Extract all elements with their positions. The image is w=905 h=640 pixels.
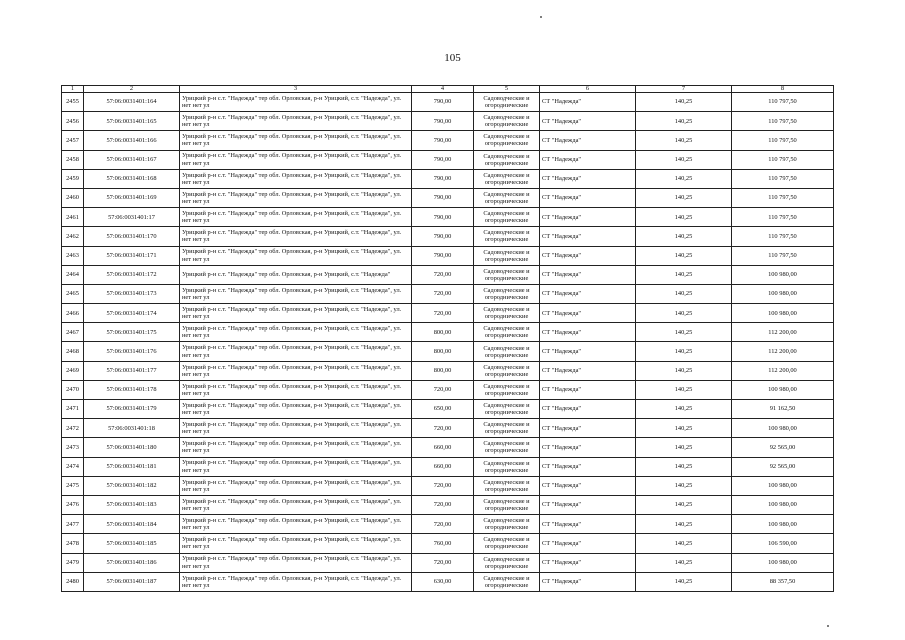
header-cell-2: 2 xyxy=(84,86,180,93)
table-row xyxy=(62,515,834,534)
address-cell: Урицкий р-н с.т. "Надежда" тер обл. Орловская, р-н Урицкий, с.т. "Надежда", ул. нет нет ул xyxy=(180,495,412,514)
value-cell: 110 797,50 xyxy=(732,246,834,265)
address-cell: Урицкий р-н с.т. "Надежда" тер обл. Орловская, р-н Урицкий, с.т. "Надежда", ул. нет нет ул xyxy=(180,457,412,476)
rate-cell: 140,25 xyxy=(636,457,732,476)
organization-cell: СТ "Надежда" xyxy=(540,361,636,380)
table-row xyxy=(62,284,834,303)
rate-cell: 140,25 xyxy=(636,361,732,380)
land-use-cell: Садоводческие и огороднические xyxy=(474,188,540,207)
rate-cell: 140,25 xyxy=(636,476,732,495)
area-cell: 630,00 xyxy=(412,572,474,591)
land-use-cell: Садоводческие и огороднические xyxy=(474,323,540,342)
organization-cell: СТ "Надежда" xyxy=(540,342,636,361)
land-use-cell: Садоводческие и огороднические xyxy=(474,93,540,112)
rate-cell: 140,25 xyxy=(636,419,732,438)
area-cell: 650,00 xyxy=(412,400,474,419)
organization-cell: СТ "Надежда" xyxy=(540,246,636,265)
organization-cell: СТ "Надежда" xyxy=(540,572,636,591)
land-use-cell: Садоводческие и огороднические xyxy=(474,131,540,150)
header-cell-1: 1 xyxy=(62,86,84,93)
area-cell: 790,00 xyxy=(412,169,474,188)
land-use-cell: Садоводческие и огороднические xyxy=(474,400,540,419)
row-number-cell: 2467 xyxy=(62,323,84,342)
land-use-cell: Садоводческие и огороднические xyxy=(474,380,540,399)
organization-cell: СТ "Надежда" xyxy=(540,457,636,476)
area-cell: 790,00 xyxy=(412,150,474,169)
address-cell: Урицкий р-н с.т. "Надежда" тер обл. Орловская, р-н Урицкий, с.т. "Надежда", ул. нет нет ул xyxy=(180,476,412,495)
rate-cell: 140,25 xyxy=(636,265,732,284)
land-use-cell: Садоводческие и огороднические xyxy=(474,438,540,457)
row-number-cell: 2458 xyxy=(62,150,84,169)
cadastral-number-cell: 57:06:0031401:168 xyxy=(84,169,180,188)
rate-cell: 140,25 xyxy=(636,572,732,591)
rate-cell: 140,25 xyxy=(636,150,732,169)
address-cell: Урицкий р-н с.т. "Надежда" тер обл. Орловская, р-н Урицкий, с.т. "Надежда", ул. нет нет ул xyxy=(180,131,412,150)
address-cell: Урицкий р-н с.т. "Надежда" тер обл. Орловская, р-н Урицкий, с.т. "Надежда", ул. нет нет ул xyxy=(180,400,412,419)
table-row xyxy=(62,227,834,246)
cadastral-number-cell: 57:06:0031401:176 xyxy=(84,342,180,361)
table-body xyxy=(62,93,834,592)
row-number-cell: 2480 xyxy=(62,572,84,591)
value-cell: 100 980,00 xyxy=(732,419,834,438)
table-row xyxy=(62,438,834,457)
area-cell: 800,00 xyxy=(412,323,474,342)
cadastral-number-cell: 57:06:0031401:17 xyxy=(84,208,180,227)
rate-cell: 140,25 xyxy=(636,400,732,419)
cadastral-number-cell: 57:06:0031401:164 xyxy=(84,93,180,112)
organization-cell: СТ "Надежда" xyxy=(540,188,636,207)
rate-cell: 140,25 xyxy=(636,131,732,150)
land-use-cell: Садоводческие и огороднические xyxy=(474,495,540,514)
value-cell: 100 980,00 xyxy=(732,553,834,572)
organization-cell: СТ "Надежда" xyxy=(540,553,636,572)
cadastral-number-cell: 57:06:0031401:178 xyxy=(84,380,180,399)
table-row xyxy=(62,495,834,514)
address-cell: Урицкий р-н с.т. "Надежда" тер обл. Орловская, р-н Урицкий, с.т. "Надежда", ул. нет нет ул xyxy=(180,246,412,265)
organization-cell: СТ "Надежда" xyxy=(540,476,636,495)
value-cell: 100 980,00 xyxy=(732,495,834,514)
rate-cell: 140,25 xyxy=(636,188,732,207)
cadastral-number-cell: 57:06:0031401:173 xyxy=(84,284,180,303)
rate-cell: 140,25 xyxy=(636,534,732,553)
cadastral-number-cell: 57:06:0031401:185 xyxy=(84,534,180,553)
organization-cell: СТ "Надежда" xyxy=(540,112,636,131)
header-cell-3: 3 xyxy=(180,86,412,93)
cadastral-number-cell: 57:06:0031401:172 xyxy=(84,265,180,284)
row-number-cell: 2463 xyxy=(62,246,84,265)
header-cell-8: 8 xyxy=(732,86,834,93)
table-row xyxy=(62,265,834,284)
address-cell: Урицкий р-н с.т. "Надежда" тер обл. Орловская, р-н Урицкий, с.т. "Надежда" xyxy=(180,265,412,284)
rate-cell: 140,25 xyxy=(636,304,732,323)
organization-cell: СТ "Надежда" xyxy=(540,400,636,419)
cadastral-number-cell: 57:06:0031401:179 xyxy=(84,400,180,419)
land-use-cell: Садоводческие и огороднические xyxy=(474,227,540,246)
area-cell: 720,00 xyxy=(412,380,474,399)
value-cell: 100 980,00 xyxy=(732,304,834,323)
organization-cell: СТ "Надежда" xyxy=(540,169,636,188)
organization-cell: СТ "Надежда" xyxy=(540,208,636,227)
row-number-cell: 2456 xyxy=(62,112,84,131)
address-cell: Урицкий р-н с.т. "Надежда" тер обл. Орловская, р-н Урицкий, с.т. "Надежда", ул. нет нет ул xyxy=(180,284,412,303)
area-cell: 720,00 xyxy=(412,419,474,438)
address-cell: Урицкий р-н с.т. "Надежда" тер обл. Орловская, р-н Урицкий, с.т. "Надежда", ул. нет нет ул xyxy=(180,553,412,572)
land-use-cell: Садоводческие и огороднические xyxy=(474,169,540,188)
address-cell: Урицкий р-н с.т. "Надежда" тер обл. Орловская, р-н Урицкий, с.т. "Надежда", ул. нет нет ул xyxy=(180,169,412,188)
header-cell-5: 5 xyxy=(474,86,540,93)
area-cell: 790,00 xyxy=(412,246,474,265)
organization-cell: СТ "Надежда" xyxy=(540,534,636,553)
table-row xyxy=(62,323,834,342)
rate-cell: 140,25 xyxy=(636,380,732,399)
address-cell: Урицкий р-н с.т. "Надежда" тер обл. Орловская, р-н Урицкий, с.т. "Надежда", ул. нет нет ул xyxy=(180,534,412,553)
organization-cell: СТ "Надежда" xyxy=(540,131,636,150)
table-row xyxy=(62,150,834,169)
organization-cell: СТ "Надежда" xyxy=(540,380,636,399)
land-use-cell: Садоводческие и огороднические xyxy=(474,284,540,303)
land-use-cell: Садоводческие и огороднические xyxy=(474,265,540,284)
cadastral-number-cell: 57:06:0031401:181 xyxy=(84,457,180,476)
area-cell: 800,00 xyxy=(412,361,474,380)
row-number-cell: 2476 xyxy=(62,495,84,514)
area-cell: 720,00 xyxy=(412,476,474,495)
value-cell: 100 980,00 xyxy=(732,515,834,534)
organization-cell: СТ "Надежда" xyxy=(540,495,636,514)
row-number-cell: 2478 xyxy=(62,534,84,553)
cadastral-number-cell: 57:06:0031401:186 xyxy=(84,553,180,572)
table-row xyxy=(62,304,834,323)
address-cell: Урицкий р-н с.т. "Надежда" тер обл. Орловская, р-н Урицкий, с.т. "Надежда", ул. нет нет ул xyxy=(180,93,412,112)
table-row xyxy=(62,112,834,131)
organization-cell: СТ "Надежда" xyxy=(540,323,636,342)
cadastral-number-cell: 57:06:0031401:166 xyxy=(84,131,180,150)
cadastral-number-cell: 57:06:0031401:180 xyxy=(84,438,180,457)
land-use-cell: Садоводческие и огороднические xyxy=(474,515,540,534)
land-use-cell: Садоводческие и огороднические xyxy=(474,342,540,361)
row-number-cell: 2477 xyxy=(62,515,84,534)
row-number-cell: 2469 xyxy=(62,361,84,380)
row-number-cell: 2460 xyxy=(62,188,84,207)
table-row xyxy=(62,572,834,591)
header-row xyxy=(62,86,834,93)
cadastral-number-cell: 57:06:0031401:183 xyxy=(84,495,180,514)
address-cell: Урицкий р-н с.т. "Надежда" тер обл. Орловская, р-н Урицкий, с.т. "Надежда", ул. нет нет ул xyxy=(180,227,412,246)
scan-speck xyxy=(827,625,829,627)
value-cell: 100 980,00 xyxy=(732,284,834,303)
land-use-cell: Садоводческие и огороднические xyxy=(474,304,540,323)
value-cell: 110 797,50 xyxy=(732,188,834,207)
area-cell: 760,00 xyxy=(412,534,474,553)
rate-cell: 140,25 xyxy=(636,495,732,514)
rate-cell: 140,25 xyxy=(636,284,732,303)
organization-cell: СТ "Надежда" xyxy=(540,515,636,534)
row-number-cell: 2474 xyxy=(62,457,84,476)
rate-cell: 140,25 xyxy=(636,553,732,572)
cadastral-number-cell: 57:06:0031401:187 xyxy=(84,572,180,591)
address-cell: Урицкий р-н с.т. "Надежда" тер обл. Орловская, р-н Урицкий, с.т. "Надежда", ул. нет нет ул xyxy=(180,438,412,457)
row-number-cell: 2470 xyxy=(62,380,84,399)
address-cell: Урицкий р-н с.т. "Надежда" тер обл. Орловская, р-н Урицкий, с.т. "Надежда", ул. нет нет ул xyxy=(180,515,412,534)
table-row xyxy=(62,169,834,188)
value-cell: 110 797,50 xyxy=(732,93,834,112)
cadastral-number-cell: 57:06:0031401:175 xyxy=(84,323,180,342)
land-use-cell: Садоводческие и огороднические xyxy=(474,361,540,380)
cadastral-number-cell: 57:06:0031401:167 xyxy=(84,150,180,169)
table-row xyxy=(62,419,834,438)
table-row xyxy=(62,380,834,399)
organization-cell: СТ "Надежда" xyxy=(540,438,636,457)
address-cell: Урицкий р-н с.т. "Надежда" тер обл. Орловская, р-н Урицкий, с.т. "Надежда", ул. нет нет ул xyxy=(180,304,412,323)
area-cell: 720,00 xyxy=(412,553,474,572)
value-cell: 91 162,50 xyxy=(732,400,834,419)
land-use-cell: Садоводческие и огороднические xyxy=(474,553,540,572)
area-cell: 790,00 xyxy=(412,208,474,227)
value-cell: 110 797,50 xyxy=(732,208,834,227)
organization-cell: СТ "Надежда" xyxy=(540,93,636,112)
table-row xyxy=(62,93,834,112)
land-use-cell: Садоводческие и огороднические xyxy=(474,112,540,131)
cadastral-number-cell: 57:06:0031401:165 xyxy=(84,112,180,131)
row-number-cell: 2462 xyxy=(62,227,84,246)
area-cell: 660,00 xyxy=(412,457,474,476)
cadastral-number-cell: 57:06:0031401:177 xyxy=(84,361,180,380)
area-cell: 720,00 xyxy=(412,495,474,514)
area-cell: 790,00 xyxy=(412,188,474,207)
table-row xyxy=(62,534,834,553)
rate-cell: 140,25 xyxy=(636,246,732,265)
table-row xyxy=(62,208,834,227)
area-cell: 720,00 xyxy=(412,304,474,323)
rate-cell: 140,25 xyxy=(636,342,732,361)
land-use-cell: Садоводческие и огороднические xyxy=(474,419,540,438)
row-number-cell: 2479 xyxy=(62,553,84,572)
value-cell: 100 980,00 xyxy=(732,476,834,495)
land-use-cell: Садоводческие и огороднические xyxy=(474,208,540,227)
cadastral-number-cell: 57:06:0031401:18 xyxy=(84,419,180,438)
table-row xyxy=(62,361,834,380)
address-cell: Урицкий р-н с.т. "Надежда" тер обл. Орловская, р-н Урицкий, с.т. "Надежда", ул. нет нет ул xyxy=(180,419,412,438)
cadastral-number-cell: 57:06:0031401:174 xyxy=(84,304,180,323)
cadastral-number-cell: 57:06:0031401:171 xyxy=(84,246,180,265)
row-number-cell: 2465 xyxy=(62,284,84,303)
area-cell: 790,00 xyxy=(412,227,474,246)
value-cell: 92 565,00 xyxy=(732,438,834,457)
cadastral-number-cell: 57:06:0031401:182 xyxy=(84,476,180,495)
value-cell: 112 200,00 xyxy=(732,361,834,380)
organization-cell: СТ "Надежда" xyxy=(540,419,636,438)
row-number-cell: 2471 xyxy=(62,400,84,419)
cadastral-number-cell: 57:06:0031401:169 xyxy=(84,188,180,207)
row-number-cell: 2455 xyxy=(62,93,84,112)
area-cell: 720,00 xyxy=(412,265,474,284)
row-number-cell: 2464 xyxy=(62,265,84,284)
value-cell: 110 797,50 xyxy=(732,131,834,150)
header-cell-4: 4 xyxy=(412,86,474,93)
land-use-cell: Садоводческие и огороднические xyxy=(474,246,540,265)
table-header xyxy=(62,86,834,93)
cadastral-number-cell: 57:06:0031401:170 xyxy=(84,227,180,246)
rate-cell: 140,25 xyxy=(636,208,732,227)
address-cell: Урицкий р-н с.т. "Надежда" тер обл. Орловская, р-н Урицкий, с.т. "Надежда", ул. нет нет ул xyxy=(180,150,412,169)
rate-cell: 140,25 xyxy=(636,438,732,457)
address-cell: Урицкий р-н с.т. "Надежда" тер обл. Орловская, р-н Урицкий, с.т. "Надежда", ул. нет нет ул xyxy=(180,323,412,342)
value-cell: 88 357,50 xyxy=(732,572,834,591)
rate-cell: 140,25 xyxy=(636,169,732,188)
table-row xyxy=(62,400,834,419)
value-cell: 110 797,50 xyxy=(732,112,834,131)
value-cell: 100 980,00 xyxy=(732,380,834,399)
row-number-cell: 2461 xyxy=(62,208,84,227)
cadastral-table xyxy=(61,85,834,592)
table-row xyxy=(62,342,834,361)
organization-cell: СТ "Надежда" xyxy=(540,265,636,284)
value-cell: 112 200,00 xyxy=(732,323,834,342)
organization-cell: СТ "Надежда" xyxy=(540,304,636,323)
area-cell: 720,00 xyxy=(412,515,474,534)
cadastral-table-container xyxy=(61,85,833,592)
scan-speck xyxy=(540,16,542,18)
header-cell-7: 7 xyxy=(636,86,732,93)
value-cell: 110 797,50 xyxy=(732,169,834,188)
cadastral-number-cell: 57:06:0031401:184 xyxy=(84,515,180,534)
rate-cell: 140,25 xyxy=(636,227,732,246)
value-cell: 110 797,50 xyxy=(732,150,834,169)
value-cell: 100 980,00 xyxy=(732,265,834,284)
address-cell: Урицкий р-н с.т. "Надежда" тер обл. Орловская, р-н Урицкий, с.т. "Надежда", ул. нет нет ул xyxy=(180,572,412,591)
land-use-cell: Садоводческие и огороднические xyxy=(474,150,540,169)
value-cell: 110 797,50 xyxy=(732,227,834,246)
row-number-cell: 2466 xyxy=(62,304,84,323)
page-number: 105 xyxy=(444,52,461,64)
address-cell: Урицкий р-н с.т. "Надежда" тер обл. Орловская, р-н Урицкий, с.т. "Надежда", ул. нет нет ул xyxy=(180,380,412,399)
table-row xyxy=(62,246,834,265)
table-row xyxy=(62,131,834,150)
table-row xyxy=(62,553,834,572)
address-cell: Урицкий р-н с.т. "Надежда" тер обл. Орловская, р-н Урицкий, с.т. "Надежда", ул. нет нет ул xyxy=(180,342,412,361)
land-use-cell: Садоводческие и огороднические xyxy=(474,476,540,495)
value-cell: 106 590,00 xyxy=(732,534,834,553)
area-cell: 720,00 xyxy=(412,284,474,303)
organization-cell: СТ "Надежда" xyxy=(540,284,636,303)
area-cell: 800,00 xyxy=(412,342,474,361)
rate-cell: 140,25 xyxy=(636,112,732,131)
rate-cell: 140,25 xyxy=(636,515,732,534)
address-cell: Урицкий р-н с.т. "Надежда" тер обл. Орловская, р-н Урицкий, с.т. "Надежда", ул. нет нет ул xyxy=(180,361,412,380)
row-number-cell: 2472 xyxy=(62,419,84,438)
area-cell: 660,00 xyxy=(412,438,474,457)
address-cell: Урицкий р-н с.т. "Надежда" тер обл. Орловская, р-н Урицкий, с.т. "Надежда", ул. нет нет ул xyxy=(180,112,412,131)
area-cell: 790,00 xyxy=(412,112,474,131)
land-use-cell: Садоводческие и огороднические xyxy=(474,457,540,476)
row-number-cell: 2468 xyxy=(62,342,84,361)
rate-cell: 140,25 xyxy=(636,323,732,342)
value-cell: 92 565,00 xyxy=(732,457,834,476)
land-use-cell: Садоводческие и огороднические xyxy=(474,572,540,591)
row-number-cell: 2457 xyxy=(62,131,84,150)
land-use-cell: Садоводческие и огороднические xyxy=(474,534,540,553)
address-cell: Урицкий р-н с.т. "Надежда" тер обл. Орловская, р-н Урицкий, с.т. "Надежда", ул. нет нет ул xyxy=(180,188,412,207)
header-cell-6: 6 xyxy=(540,86,636,93)
table-row xyxy=(62,457,834,476)
row-number-cell: 2459 xyxy=(62,169,84,188)
row-number-cell: 2473 xyxy=(62,438,84,457)
organization-cell: СТ "Надежда" xyxy=(540,227,636,246)
row-number-cell: 2475 xyxy=(62,476,84,495)
area-cell: 790,00 xyxy=(412,131,474,150)
table-row xyxy=(62,188,834,207)
rate-cell: 140,25 xyxy=(636,93,732,112)
table-row xyxy=(62,476,834,495)
address-cell: Урицкий р-н с.т. "Надежда" тер обл. Орловская, р-н Урицкий, с.т. "Надежда", ул. нет нет ул xyxy=(180,208,412,227)
value-cell: 112 200,00 xyxy=(732,342,834,361)
organization-cell: СТ "Надежда" xyxy=(540,150,636,169)
area-cell: 790,00 xyxy=(412,93,474,112)
